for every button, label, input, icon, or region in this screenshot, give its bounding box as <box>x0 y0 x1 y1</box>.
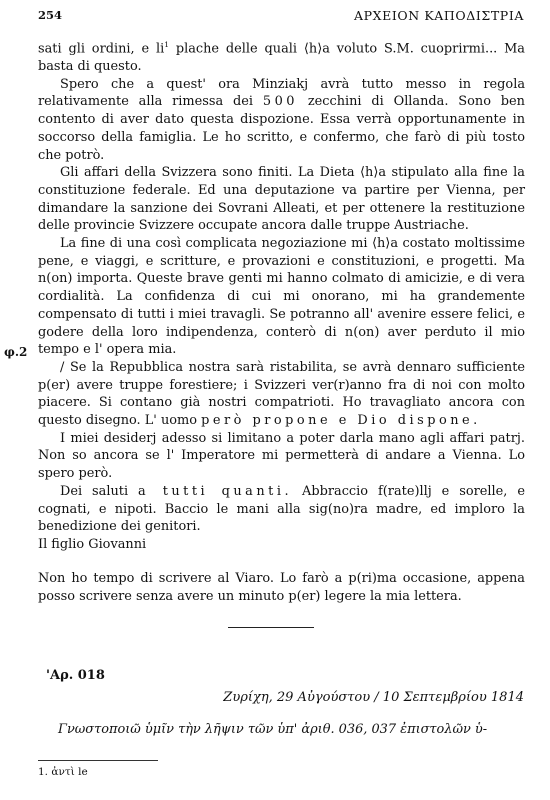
document-first-line: Γνωστοποιῶ ὑμῖν τὴν λῆψιν τῶν ὑπ' ἀριθ. 036, 037 ἐπιστολῶν ὑ- <box>58 722 488 737</box>
paragraph-5 <box>38 359 525 430</box>
footnote <box>38 766 88 778</box>
p1-text-end: plache delle quali ⟨h⟩a voluto S.M. cuoprirmi... Ma basta di questo. <box>38 41 525 74</box>
letter-body <box>38 36 525 554</box>
footnote-marker: 1. <box>38 766 49 778</box>
p5-spaced-text: però propone e Dio dispone. <box>201 413 481 429</box>
p1-text: sati gli ordini, e li <box>38 41 165 57</box>
document-number: 'Αρ. 018 <box>46 668 105 683</box>
p2-spaced-number: 500 <box>262 94 298 110</box>
footnote-text: ἀντὶ le <box>51 766 88 778</box>
section-divider <box>228 627 314 628</box>
p7-text-end: Abbraccio f(rate)llj e sorelle, e cognati, e nipoti. Baccio le mani alla sig(no)ra madre, ed imploro la benedizione dei genitori. <box>38 483 525 535</box>
document-dateline: Ζυρίχη, 29 Αὐγούστου / 10 Σεπτεμβρίου 1814 <box>223 690 524 705</box>
footnote-rule <box>38 760 158 761</box>
p2-text: Spero che a quest' ora Minziakj avrà tutto messo in regola relativamente alla rimessa dei <box>38 76 525 110</box>
paragraph-1 <box>38 36 525 76</box>
footnote-ref: 1 <box>164 40 169 49</box>
page-number: 254 <box>38 8 63 22</box>
paragraph-7 <box>38 483 525 536</box>
p5-text: / Se la Repubblica nostra sarà ristabilita, se avrà dennaro sufficiente p(er) avere truppe forestiere; i Svizzeri ver(r)anno fra di noi con molto piacere. Si contano già nostri compatrioti. Ho travagliato ancora con questo disegno. L' uomo <box>38 359 525 429</box>
running-title: ΑΡΧΕΙΟΝ ΚΑΠΟΔΙΣΤΡΙΑ <box>354 8 524 23</box>
p2-text-end: zecchini di Ollanda. Sono ben contento di aver dato questa dispozione. Essa verrà opportunamente in soccorso della famiglia. Le ho scritto, e confermo, che farò di più tosto che potrò. <box>38 94 525 163</box>
p7-spaced-text: a tutti quanti. <box>138 483 293 499</box>
signature: Il figlio Giovanni <box>38 536 147 552</box>
p7-text: Dei saluti <box>60 483 139 499</box>
folio-margin-note: φ.2 <box>4 345 28 359</box>
paragraph-2 <box>38 76 525 165</box>
paragraph-3: Gli affari della Svizzera sono finiti. La Dieta ⟨h⟩a stipulato alla fine la constituzione federale. Ed una deputazione va partire per Vienna, per dimandare la sanzione dei Sovrani Alleati, et per ottenere la restituzione delle provincie Svizzere occupate ancora dalle truppe Austriache. <box>38 165 525 234</box>
paragraph-6: I miei desiderj adesso si limitano a poter darla mano agli affari patrj. Non so ancora se l' Imperatore mi permetterà di andare a Vienna. Lo spero però. <box>38 430 525 482</box>
paragraph-4: La fine di una così complicata negoziazione mi ⟨h⟩a costato moltissime pene, e viaggi, e scritture, e provazioni e constituzioni, e progetti. Ma n(on) importa. Queste brave genti mi hanno colmato di amicizie, e di vera cordialità. La confidenza di cui mi onorano, mi ha grandemente compensato di tutti i miei travagli. Se potranno all' avenire essere felici, e godere della loro indipendenza, conterò di n(on) aver perduto il mio tempo e l' opera mia. <box>38 236 525 358</box>
postscript: Non ho tempo di scrivere al Viaro. Lo farò a p(ri)ma occasione, appena posso scrivere senza avere un minuto p(er) legere la mia lettera. <box>38 571 525 604</box>
